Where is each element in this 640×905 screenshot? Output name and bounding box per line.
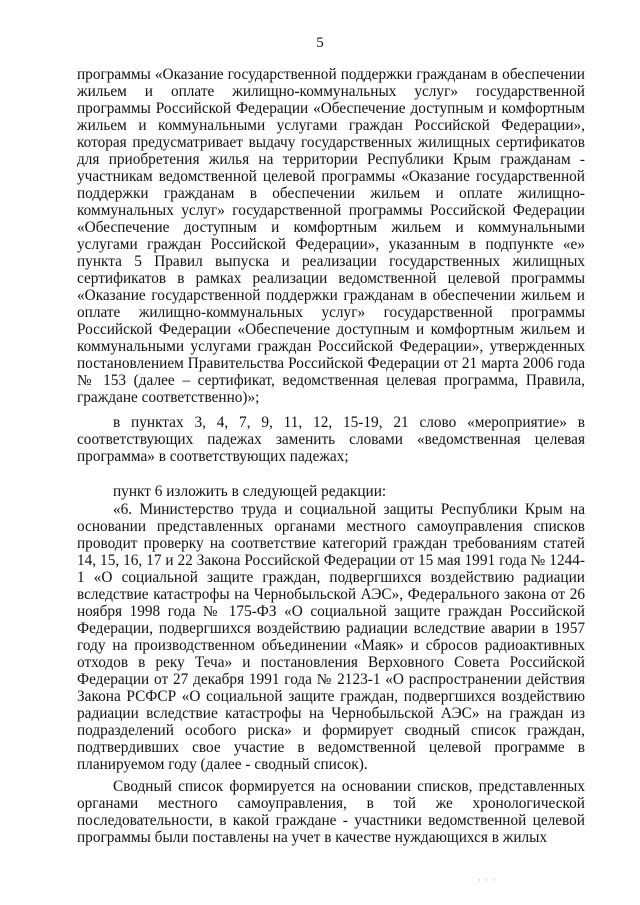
- margin-mark: · · ·: [478, 875, 497, 885]
- paragraph-points-replacement: в пунктах 3, 4, 7, 9, 11, 12, 15-19, 21 слово «мероприятие» в соответствующих падежах заменить словами «ведомственная целевая программа» в соответствующих падежах;: [77, 414, 585, 465]
- paragraph-point-6-text: «6. Министерство труда и социальной защиты Республики Крым на основании представленных органами местного самоуправления списков проводит проверку на соответствие категорий граждан требованиям статей 14, 15, 16, 17 и 22 Закона Российской Федерации от 15 мая 1991 года № 1244-1 «О социальной защите граждан, подвергшихся воздействию радиации вследствие катастрофы на Чернобыльской АЭС», Федерального закона от 26 ноября 1998 года № 175-ФЗ «О социальной защите граждан Российской Федерации, подвергшихся воздействию радиации вследствие аварии в 1957 году на производственном объединении «Маяк» и сбросов радиоактивных отходов в реку Теча» и постановления Верховного Совета Российской Федерации от 27 декабря 1991 года № 2123-1 «О распространении действия Закона РСФСР «О социальной защите граждан, подвергшихся воздействию радиации вследствие катастрофы на Чернобыльской АЭС» на граждан из подразделений особого риска» и формирует сводный список граждан, подтвердивших свое участие в ведомственной целевой программе в планируемом году (далее - сводный список).: [77, 501, 585, 773]
- paragraph-program-definition: программы «Оказание государственной поддержки гражданам в обеспечении жильем и оплате жилищно-коммунальных услуг» государственной программы Российской Федерации «Обеспечение доступным и комфортным жильем и коммунальными услугами граждан Российской Федерации», которая предусматривает выдачу государственных жилищных сертификатов для приобретения жилья на территории Республики Крым гражданам - участникам ведомственной целевой программы «Оказание государственной поддержки гражданам в обеспечении жильем и оплате жилищно-коммунальных услуг» государственной программы Российской Федерации «Обеспечение доступным и комфортным жильем и коммунальными услугами граждан Российской Федерации», указанным в подпункте «е» пункта 5 Правил выпуска и реализации государственных жилищных сертификатов в рамках реализации ведомственной целевой программы «Оказание государственной поддержки гражданам в обеспечении жильем и оплате жилищно-коммунальных услуг» государственной программы Российской Федерации «Обеспечение доступным и комфортным жильем и коммунальными услугами граждан Российской Федерации», утвержденных постановлением Правительства Российской Федерации от 21 марта 2006 года № 153 (далее – сертификат, ведомственная целевая программа, Правила, граждане соответственно)»;: [77, 66, 585, 406]
- page-number: 5: [316, 35, 324, 51]
- paragraph-point-6-heading: пункт 6 изложить в следующей редакции:: [113, 483, 387, 500]
- paragraph-consolidated-list: Сводный список формируется на основании списков, представленных органами местного самоуправления, в той же хронологической последовательности, в какой граждане - участники ведомственной целевой программы были поставлены на учет в качестве нуждающихся в жилых: [77, 778, 585, 846]
